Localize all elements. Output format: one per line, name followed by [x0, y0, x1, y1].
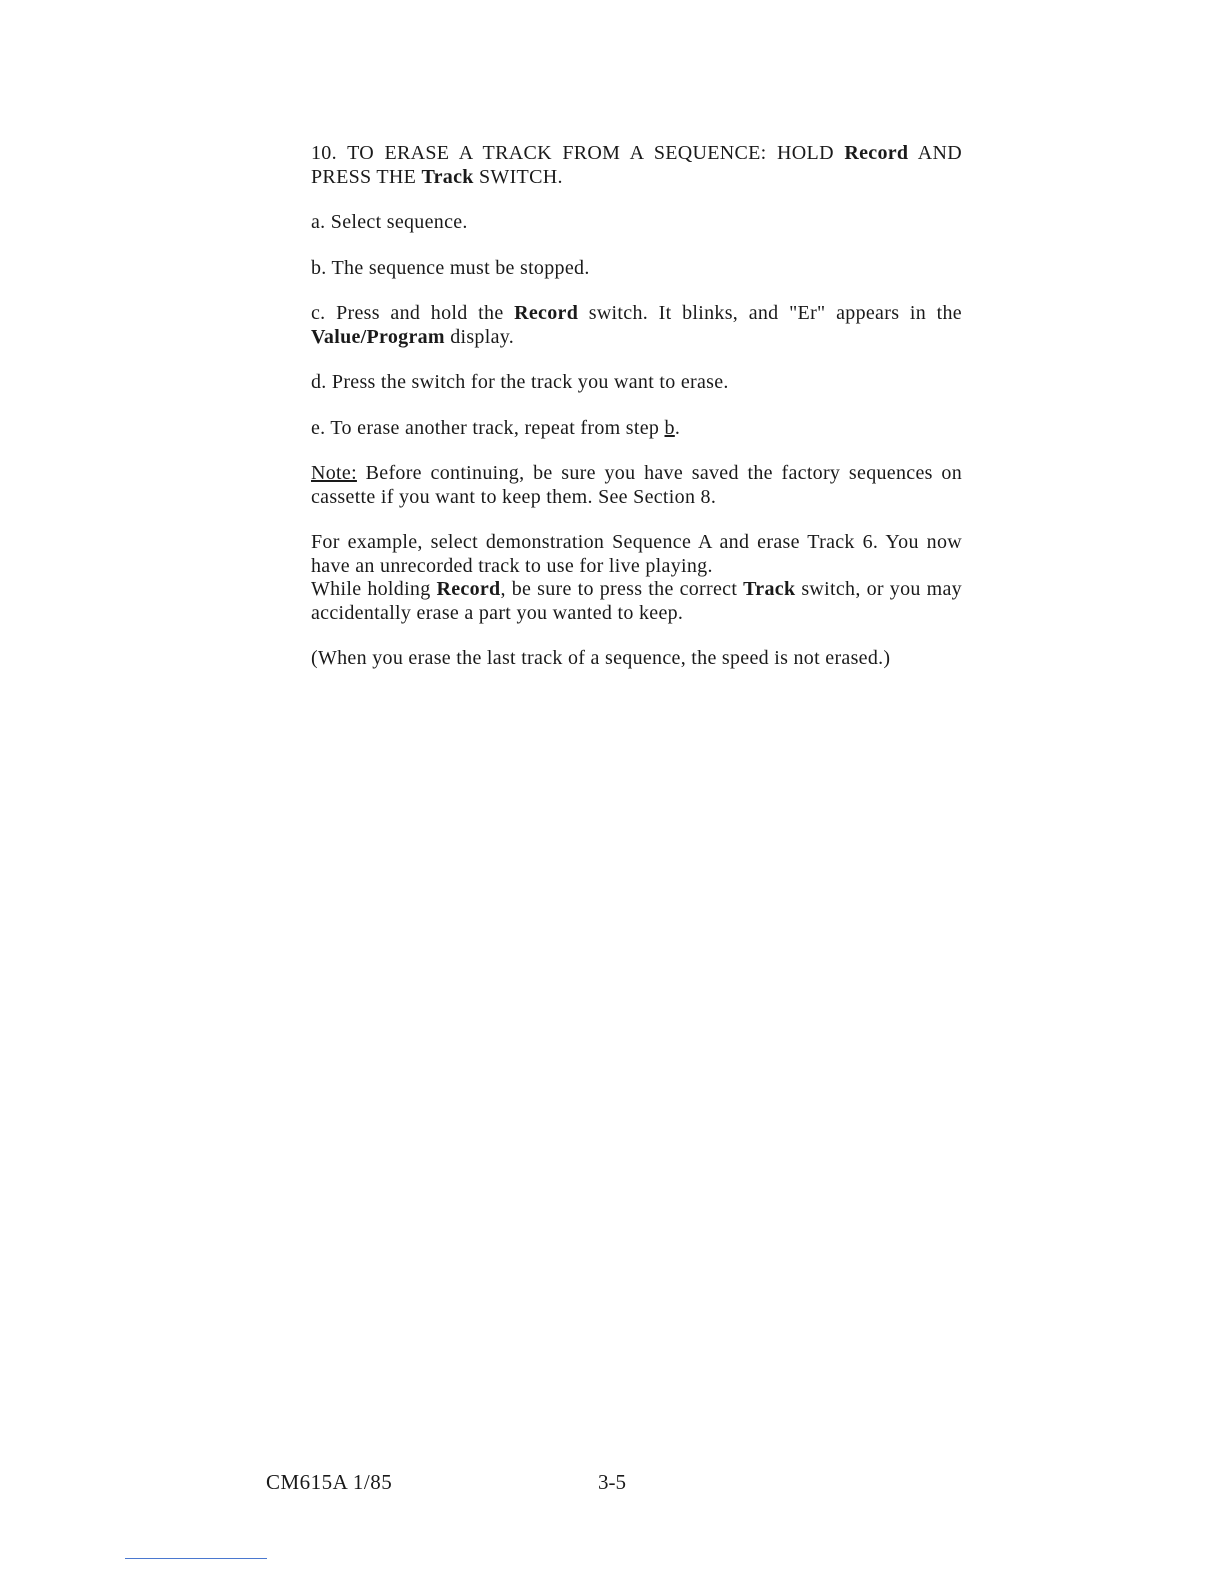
record-keyword: Record [436, 578, 501, 600]
document-body [311, 142, 962, 671]
bottom-rule [125, 1558, 267, 1559]
remark-paragraph: (When you erase the last track of a sequence, the speed is not erased.) [311, 647, 891, 669]
page-number: 3-5 [598, 1470, 626, 1494]
note-label: Note: [311, 462, 357, 484]
record-keyword: Record [844, 142, 909, 164]
step-d: d. Press the switch for the track you want to erase. [311, 371, 729, 393]
step-c: c. Press and hold the Record switch. It blinks, and "Er" appears in the Value/Program display. [311, 302, 962, 348]
step-reference: b [664, 416, 675, 439]
track-keyword: Track [743, 578, 796, 600]
step-b: b. The sequence must be stopped. [311, 256, 590, 279]
step-e: e. To erase another track, repeat from step b. [311, 416, 681, 439]
value-program-keyword: Value/Program [311, 325, 445, 348]
example-paragraph: For example, select demonstration Sequence A and erase Track 6. You now have an unrecorded track to use for live playing. While holding Record, be sure to press the correct Track switch, or you may accidentally erase a part you wanted to keep. [311, 531, 962, 624]
document-code: CM615A 1/85 [266, 1470, 393, 1494]
record-keyword: Record [514, 302, 579, 324]
step-a: a. Select sequence. [311, 211, 468, 233]
note-paragraph: Note: Before continuing, be sure you have saved the factory sequences on cassette if you want to keep them. See Section 8. [311, 462, 962, 508]
track-keyword: Track [421, 165, 474, 188]
section-heading: 10. TO ERASE A TRACK FROM A SEQUENCE: HOLD Record AND PRESS THE Track SWITCH. [311, 142, 962, 188]
